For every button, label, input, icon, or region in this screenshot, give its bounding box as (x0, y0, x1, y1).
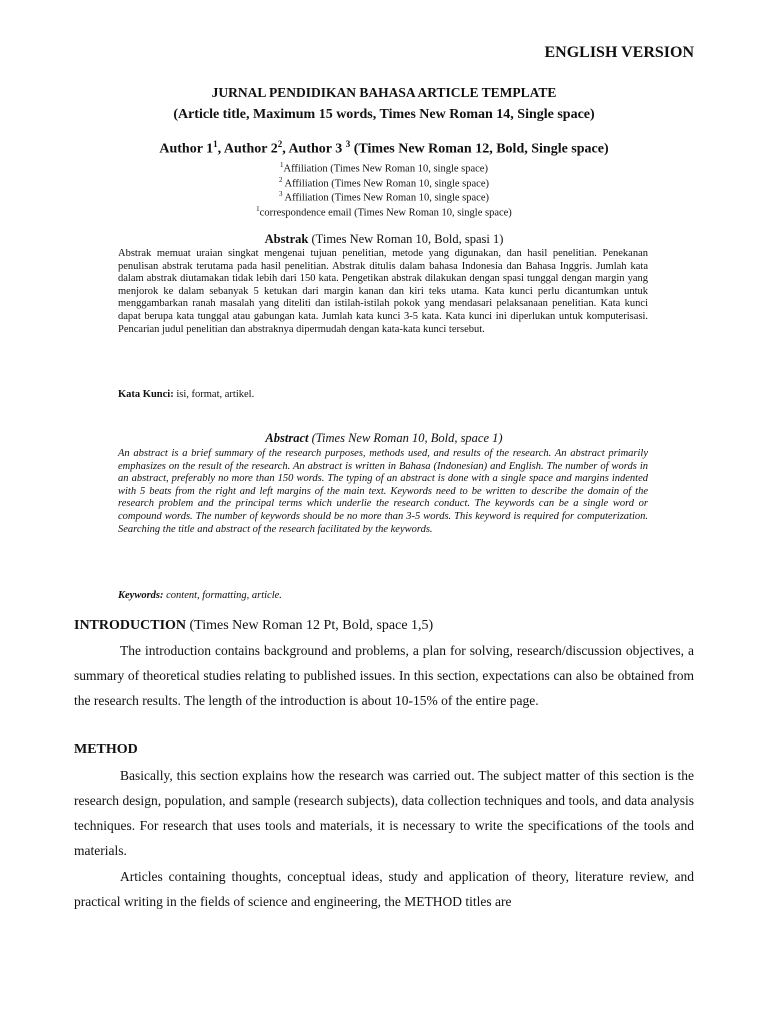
affiliation-1-sup: 1 (280, 161, 284, 169)
article-title-instruction: (Article title, Maximum 15 words, Times New Roman 14, Single space) (173, 107, 595, 122)
kata-kunci-label: Kata Kunci: (118, 389, 174, 400)
keywords-value: content, formatting, article. (163, 590, 282, 601)
author-note: (Times New Roman 12, Bold, Single space) (350, 141, 609, 157)
correspondence-email (0, 202, 768, 221)
affiliation-1-text: Affiliation (Times New Roman 10, single space) (283, 163, 488, 175)
introduction-heading-note: (Times New Roman 12 Pt, Bold, space 1,5) (186, 618, 434, 633)
affiliation-3-sup: 3 (279, 190, 283, 198)
introduction-heading (74, 618, 433, 634)
abstract-heading (0, 431, 768, 446)
author-1-sup: 1 (213, 139, 218, 149)
abstrak-heading-note: (Times New Roman 10, Bold, spasi 1) (308, 232, 504, 246)
introduction-text: The introduction contains background and problems, a plan for solving, research/discussion objectives, a summary of theoretical studies relating to published issues. In this section, expectations can also be obtained from the research results. The length of the introduction is about 10-15% of the entire page. (74, 643, 694, 708)
method-paragraph-2: Articles containing thoughts, conceptual ideas, study and application of theory, literature review, and practical writing in the fields of science and engineering, the METHOD titles are (74, 869, 694, 909)
affiliation-2-text: Affiliation (Times New Roman 10, single space) (282, 178, 489, 190)
keywords-label: Keywords: (118, 590, 164, 601)
abstract-heading-note: (Times New Roman 10, Bold, space 1) (308, 431, 503, 445)
author-3: , Author 3 (282, 141, 343, 157)
kata-kunci (118, 389, 254, 400)
journal-title: JURNAL PENDIDIKAN BAHASA ARTICLE TEMPLATE (211, 85, 557, 100)
keywords (118, 590, 282, 601)
introduction-heading-label: INTRODUCTION (74, 618, 187, 633)
abstrak-heading (0, 232, 768, 247)
author-2-sup: 2 (277, 139, 283, 149)
affiliation-3-text: Affiliation (Times New Roman 10, single space) (282, 192, 489, 204)
correspondence-sup: 1 (256, 205, 260, 213)
correspondence-text: correspondence email (Times New Roman 10, single space) (259, 207, 512, 219)
author-2: , Author 2 (217, 141, 278, 157)
method-paragraph-1: Basically, this section explains how the research was carried out. The subject matter of this section is the research design, population, and sample (research subjects), data collection techniques and tools, and data analysis techniques. For research that uses tools and materials, it is necessary to write the specifications of the tools and materials. (74, 768, 694, 858)
author-3-sup: 3 (345, 139, 351, 149)
method-heading: METHOD (74, 742, 138, 757)
abstract-heading-label: Abstract (265, 431, 309, 445)
abstract-text: An abstract is a brief summary of the research purposes, methods used, and results of the research. An abstract primarily emphasizes on the result of the research. An abstract is written in Bahasa (Indonesian) and English. The number of words in an abstract, preferably no more than 150 words. The typing of an abstract is done with a single space and margins indented with 5 beats from the right and left margins of the main text. Keywords need to be written to describe the domain of the research problem and the principal terms which underlie the research conduct. The keywords can be a single word or compound words. The number of keywords should be no more than 3-5 words. This keyword is required for computerization. Searching the title and abstract of the research facilitated by the keywords. (118, 448, 648, 535)
author-line (0, 139, 768, 158)
affiliation-2-sup: 2 (279, 176, 283, 184)
version-label: ENGLISH VERSION (544, 44, 694, 61)
abstrak-text: Abstrak memuat uraian singkat mengenai tujuan penelitian, metode yang digunakan, dan hasil penelitian. Penekanan penulisan abstrak terutama pada hasil penelitian. Abstrak ditulis dalam bahasa Indonesia dan Bahasa Inggris. Jumlah kata dalam abstrak diutamakan tidak lebih dari 150 kata. Pengetikan abstrak dilakukan dengan spasi tunggal dengan margin yang menjorok ke dalam sebanyak 5 ketukan dari margin kanan dan kiri teks utama. Kata kunci perlu dicantumkan untuk menggambarkan ranah masalah yang diteliti dan istilah-istilah pokok yang mendasari pelaksanaan penelitian. Kata kunci dapat berupa kata tunggal atau gabungan kata. Jumlah kata kunci 3-5 kata. Kata kunci ini diperlukan untuk komputerisasi. Pencarian judul penelitian dan abstraknya dipermudah dengan kata-kata kunci tersebut. (118, 248, 648, 335)
kata-kunci-value: isi, format, artikel. (173, 389, 255, 400)
author-1: Author 1 (159, 141, 214, 157)
abstrak-heading-label: Abstrak (264, 232, 309, 246)
